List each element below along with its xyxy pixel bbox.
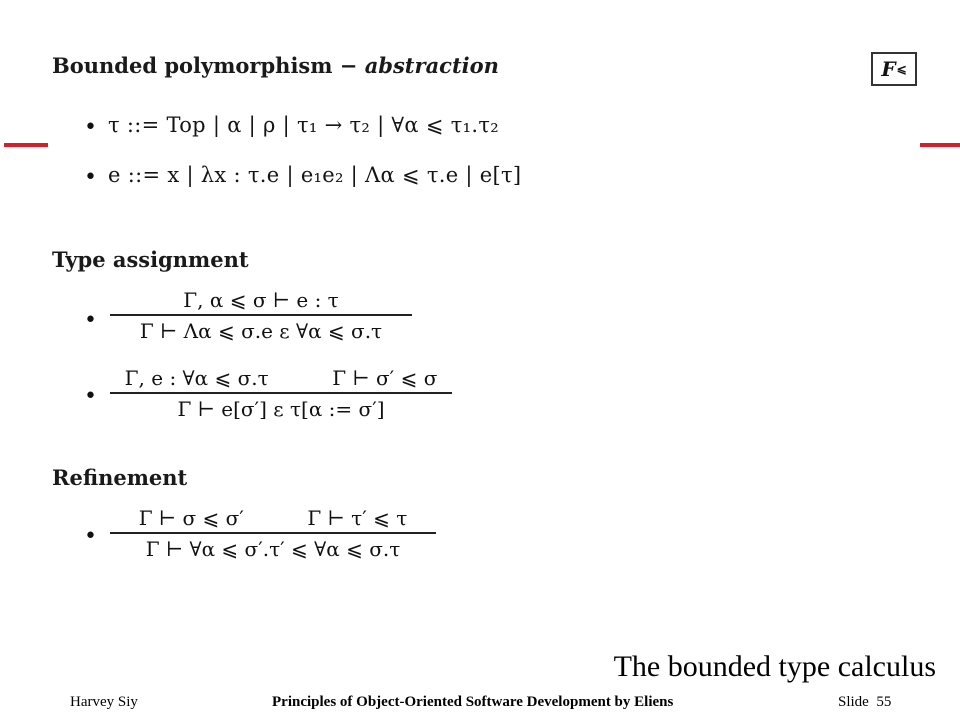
heading-bounded-polymorphism (52, 53, 499, 78)
footer-slide-number: Slide 55 (838, 694, 892, 710)
footer-author: Harvey Siy (70, 694, 138, 710)
expr-grammar: e ::= x | λx : τ.e | e₁e₂ | Λα ⩽ τ.e | e[τ] (108, 163, 522, 187)
rule-1-line (110, 314, 412, 316)
box-label: F (881, 57, 896, 81)
rule-3-premise: Γ ⊢ σ ⩽ σ′ Γ ⊢ τ′ ⩽ τ (138, 506, 408, 530)
type-grammar: τ ::= Top | α | ρ | τ₁ → τ₂ | ∀α ⩽ τ₁.τ₂ (108, 113, 499, 137)
heading-bounded-text: Bounded polymorphism (52, 53, 333, 78)
bullet-rule-2: • (84, 384, 97, 409)
bullet-expr-grammar: • (84, 165, 97, 190)
bullet-rule-3: • (84, 524, 97, 549)
left-red-marker (4, 143, 48, 147)
slide-caption: The bounded type calculus (613, 650, 936, 683)
heading-refinement: Refinement (52, 465, 188, 490)
bullet-rule-1: • (84, 308, 97, 333)
rule-2-conclusion: Γ ⊢ e[σ′] ε τ[α := σ′] (177, 397, 385, 421)
bullet-type-grammar: • (84, 115, 97, 140)
heading-type-assignment: Type assignment (52, 247, 249, 272)
rule-1-premise: Γ, α ⩽ σ ⊢ e : τ (183, 288, 339, 312)
f-bounded-box (871, 52, 917, 86)
inference-rule-2 (110, 366, 452, 421)
inference-rule-3 (110, 506, 436, 561)
footer-title: Principles of Object-Oriented Software Development by Eliens (272, 694, 674, 710)
rule-1-conclusion: Γ ⊢ Λα ⩽ σ.e ε ∀α ⩽ σ.τ (139, 319, 383, 343)
rule-3-line (110, 532, 436, 534)
heading-dash: − (332, 53, 365, 78)
inference-rule-1 (110, 288, 412, 343)
rule-2-line (110, 392, 452, 394)
right-red-marker (920, 143, 960, 147)
rule-2-premise: Γ, e : ∀α ⩽ σ.τ Γ ⊢ σ′ ⩽ σ (124, 366, 438, 390)
rule-3-conclusion: Γ ⊢ ∀α ⩽ σ′.τ′ ⩽ ∀α ⩽ σ.τ (145, 537, 401, 561)
heading-abstraction: abstraction (364, 53, 499, 78)
box-sub: ⩽ (896, 62, 907, 76)
